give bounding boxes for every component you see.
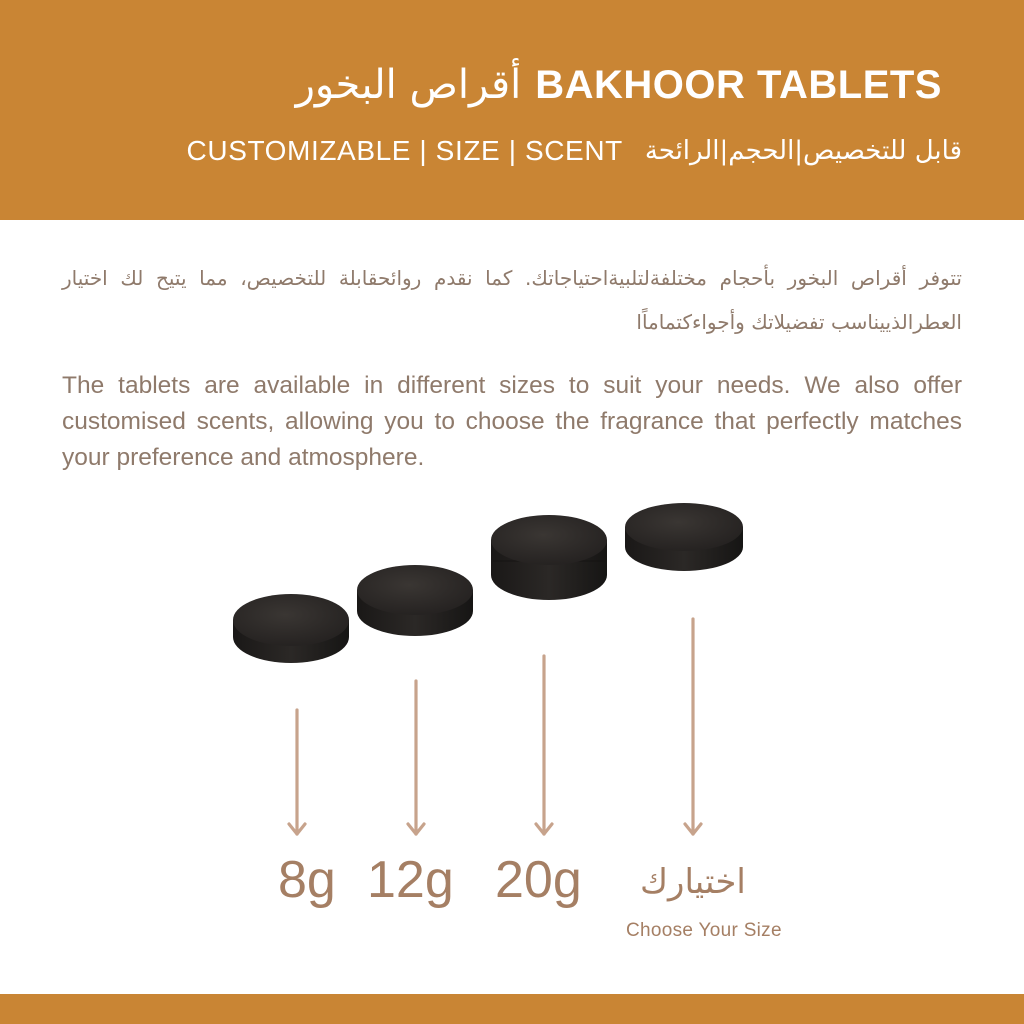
subtitle-row — [187, 135, 962, 167]
tablet-8g-image — [233, 594, 349, 663]
down-arrow-icon — [685, 619, 701, 834]
title-row — [296, 62, 942, 108]
subtitle-english: CUSTOMIZABLE | SIZE | SCENT — [186, 135, 623, 166]
size-label-12g: 12g — [367, 851, 454, 909]
tablet-20g-image — [491, 515, 607, 600]
choose-label-english: Choose Your Size — [626, 920, 782, 941]
title-arabic: أقراص البخور — [295, 62, 522, 108]
title-english: BAKHOOR TABLETS — [535, 62, 942, 107]
tablets-illustration — [0, 480, 1024, 860]
description-arabic: تتوفر أقراص البخور بأحجام مختلفةلتلبيةاحتياجاتك. كما نقدم روائحقابلة للتخصيص، مما يتيح لك اختيار العطرالذييناسب تفضيلاتك وأجواءكتماماًا — [62, 266, 962, 334]
down-arrow-icon — [536, 656, 552, 834]
header-banner — [0, 0, 1024, 220]
description-english: The tablets are available in different sizes to suit your needs. We also offer customised scents, allowing you to choose the fragrance that perfectly matches your preference and atmosphere. — [62, 372, 962, 471]
tablet-custom-image — [625, 503, 743, 571]
size-label-8g: 8g — [278, 851, 336, 909]
tablet-12g-image — [357, 565, 473, 636]
down-arrow-icon — [289, 710, 305, 834]
choose-label-arabic: اختيارك — [640, 862, 746, 902]
footer-band — [0, 994, 1024, 1024]
size-label-20g: 20g — [495, 851, 582, 909]
subtitle-arabic: قابل للتخصيص|الحجم|الرائحة — [644, 136, 962, 166]
down-arrow-icon — [408, 681, 424, 834]
